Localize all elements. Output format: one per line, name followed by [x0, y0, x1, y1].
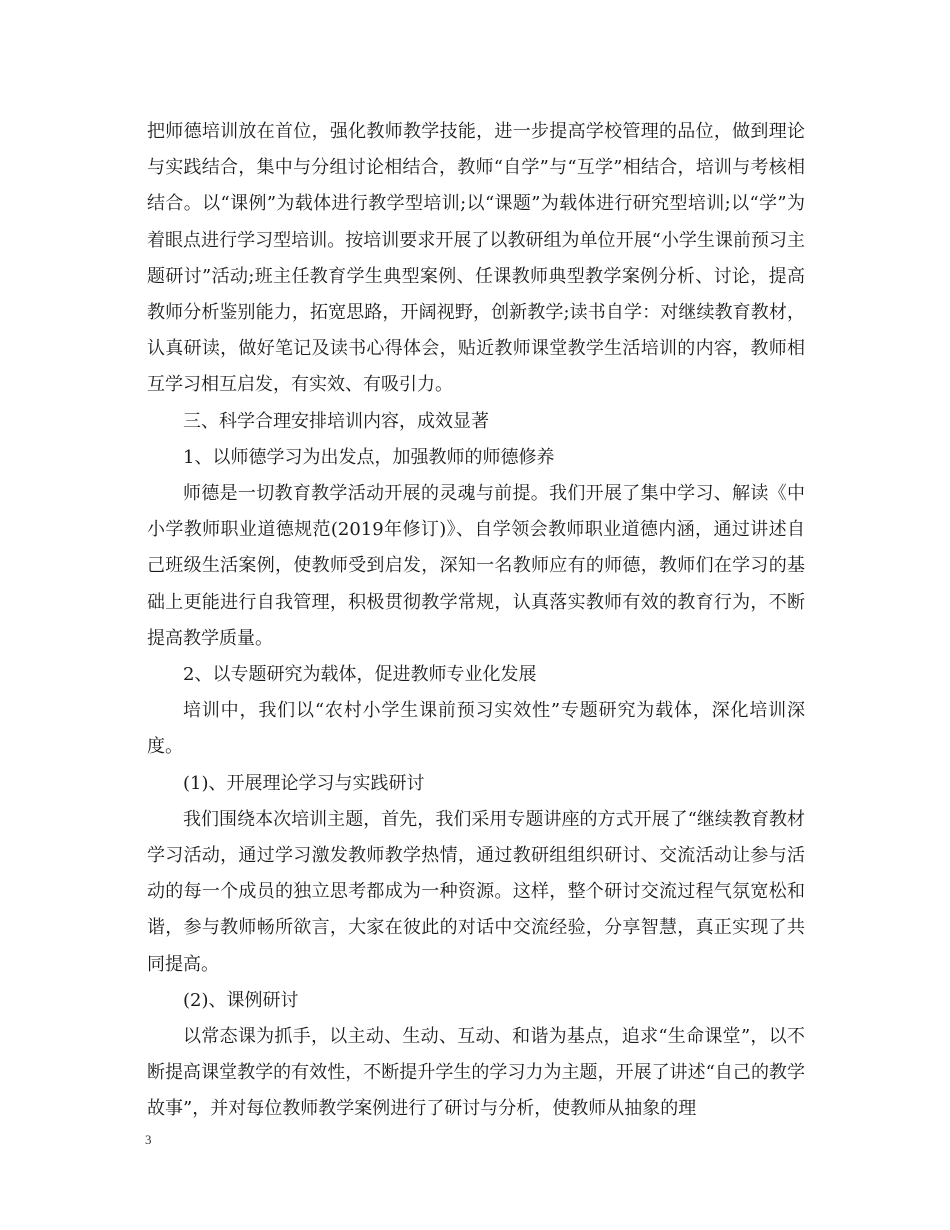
- paragraph-ethics: 师德是一切教育教学活动开展的灵魂与前提。我们开展了集中学习、解读《中小学教师职业道德规范(2019年修订)》、自学领会教师职业道德内涵，通过讲述自己班级生活案例，使教师受到启发，深知一名教师应有的师德，教师们在学习的基础上更能进行自我管理，积极贯彻教学常规，认真落实教师有效的教育行为，不断提高教学质量。: [147, 483, 805, 649]
- paragraph-intro: 把师德培训放在首位，强化教师教学技能，进一步提高学校管理的品位，做到理论与实践结合，集中与分组讨论相结合，教师“自学”与“互学”相结合，培训与考核相结合。以“课例”为载体进行教学型培训;以“课题”为载体进行研究型培训;以“学”为着眼点进行学习型培训。按培训要求开展了以教研组为单位开展“小学生课前预习主题研讨”活动;班主任教育学生典型案例、任课教师典型教学案例分析、讨论，提高教师分析鉴别能力，拓宽思路，开阔视野，创新教学;读书自学：对继续教育教材，认真研读，做好笔记及读书心得体会，贴近教师课堂教学生活培训的内容，教师相互学习相互启发，有实效、有吸引力。: [147, 121, 805, 396]
- section-heading-3: 三、科学合理安排培训内容，成效显著: [183, 410, 489, 432]
- paragraph-lesson-study: 以常态课为抓手，以主动、生动、互动、和谐为基点，追求“生命课堂”，以不断提高课堂教学的有效性，不断提升学生的学习力为主题，开展了讲述“自己的教学故事”，并对每位教师教学案例进行了研讨与分析，使教师从抽象的理: [147, 1026, 805, 1120]
- subheading-2-1: (1)、开展理论学习与实践研讨: [183, 772, 425, 794]
- subheading-1: 1、以师德学习为出发点，加强教师的师德修养: [183, 446, 555, 468]
- document-body: [147, 114, 805, 1128]
- paragraph-topic-research: 培训中，我们以“农村小学生课前预习实效性”专题研究为载体，深化培训深度。: [147, 700, 805, 758]
- subheading-2: 2、以专题研究为载体，促进教师专业化发展: [183, 664, 537, 686]
- page-number: 3: [145, 1132, 152, 1147]
- subheading-2-2: (2)、课例研讨: [183, 989, 299, 1011]
- paragraph-theory-study: 我们围绕本次培训主题，首先，我们采用专题讲座的方式开展了“继续教育教材学习活动，通过学习激发教师教学热情，通过教研组组织研讨、交流活动让参与活动的每一个成员的独立思考都成为一种资源。这样，整个研讨交流过程气氛宽松和谐，参与教师畅所欲言，大家在彼此的对话中交流经验，分享智慧，真正实现了共同提高。: [147, 808, 805, 975]
